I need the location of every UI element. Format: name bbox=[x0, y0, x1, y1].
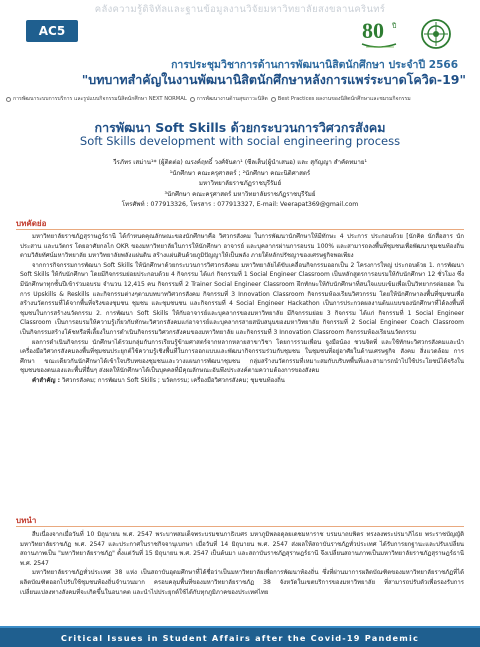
track-radio-icon bbox=[190, 97, 195, 102]
intro-rule bbox=[16, 526, 464, 527]
conference-title: การประชุมวิชาการด้านการพัฒนานิสิตนักศึกษา ประจำปี 2566 bbox=[171, 59, 458, 71]
abstract-heading: บทคัดย่อ bbox=[16, 219, 47, 228]
intro-heading: บทนำ bbox=[16, 516, 37, 525]
track-option-services bbox=[6, 95, 187, 103]
anniv-number: 80 bbox=[362, 18, 384, 43]
anniversary-logo-icon bbox=[362, 18, 397, 47]
abstract-body bbox=[20, 232, 464, 386]
keywords-label: คำสำคัญ : bbox=[32, 376, 61, 384]
intro-paragraph-1: สืบเนื่องจากเมื่อวันที่ 10 มิถุนายน พ.ศ. 2547 พระบาทสมเด็จพระบรมชนกาธิเบศร มหาภูมิพลอดุลยเดชมหาราช บรมนาถบพิตร ทรงลงพระปรมาภิไธย พระราชบัญญัติมหาวิทยาลัยราชภัฏ พ.ศ. 2547 และประกาศในราชกิจจานุเบกษา เมื่อวันที่ 14 มิถุนายน พ.ศ. 2547 ส่งผลให้สถาบันราชภัฏทั่วประเทศ ได้รับการยกฐานะและปรับเปลี่ยนสถานภาพเป็น "มหาวิทยาลัยราชภัฏ" ตั้งแต่วันที่ 15 มิถุนายน พ.ศ. 2547 เป็นต้นมา และสถาบันราชภัฏสุราษฎร์ธานี จึงเปลี่ยนสถานภาพเป็นมหาวิทยาลัยราชภัฏสุราษฎร์ธานี พ.ศ. 2547 bbox=[20, 531, 464, 567]
track-label: การพัฒนาระบบการบริการ และรูปแบบกิจกรรมนิสิตนักศึกษา NEXT NORMAL bbox=[13, 96, 187, 102]
affiliation-1: ¹นักศึกษา คณะครุศาสตร์ ; ²นักศึกษา คณะนิติศาสตร์ bbox=[169, 169, 311, 177]
conference-logos bbox=[356, 14, 466, 56]
footer-banner: Critical Issues in Student Affairs after the Covid-19 Pandemic bbox=[0, 628, 480, 647]
author-block bbox=[0, 158, 480, 211]
track-options bbox=[6, 95, 476, 103]
paper-title-thai: การพัฒนา Soft Skills ด้วยกระบวนการวิศวกรสังคม bbox=[94, 120, 386, 135]
track-option-health bbox=[190, 95, 268, 103]
anniv-label: ปี bbox=[392, 22, 397, 30]
keywords-text: วิศวกรสังคม; การพัฒนา Soft Skills ; นวัตกรรม; เครื่องมือวิศวกรสังคม; ชุมชนท้องถิ่น bbox=[61, 376, 285, 384]
intro-paragraph-2: มหาวิทยาลัยราชภัฏทั่วประเทศ 38 แห่ง เป็นสถาบันอุดมศึกษาที่ได้ชื่อว่าเป็นมหาวิทยาลัยเพื่อการพัฒนาท้องถิ่น ซึ่งที่ผ่านมาการผลิตบัณฑิตของมหาวิทยาลัยราชภัฏที่ได้ผลิตบัณฑิตออกไปรับใช้ชุมชนท้องถิ่นจำนวนมาก ครอบคลุมพื้นที่ของมหาวิทยาลัยราชภัฏ 38 จังหวัดในเขตบริการของมหาวิทยาลัย ที่สามารถปรับตัวเพื่อรองรับการเปลี่ยนแปลงทางสังคมที่จะเกิดขึ้นในอนาคต และนำไปประยุกต์ใช้ได้กับทุกภูมิภาคของประเทศไทย bbox=[20, 569, 464, 596]
abstract-paragraph-1: มหาวิทยาลัยราชภัฏสุราษฎร์ธานี ได้กำหนดคุณลักษณะของนักศึกษาคือ วิศวกรสังคม ในการพัฒนานักศึกษาให้มีทักษะ 4 ประการ ประกอบด้วย [นักคิด นักสื่อสาร นักประสาน และนวัตกร โดยอาศัยกลไก OKR ของมหาวิทยาลัยในการให้นักศึกษา อาจารย์ และบุคลากรผ่านการอบรม 100% และสามารถลงพื้นที่ชุมชนเพื่อพัฒนาชุมชนท้องถิ่นตามวิสัยทัศน์มหาวิทยาลัย มหาวิทยาลัยพลังแผ่นดิน สร้างแผ่นดินด้วยภูมิปัญญาให้เป็นพลัง ภายใต้หลักปรัชญาของเศรษฐกิจพอเพียง bbox=[20, 233, 464, 260]
keywords-line bbox=[20, 376, 464, 386]
abstract-rule bbox=[16, 229, 464, 230]
association-logo-icon bbox=[422, 20, 450, 48]
intro-body bbox=[20, 530, 464, 597]
paper-title-english: Soft Skills development with social engineering process bbox=[79, 134, 401, 148]
conference-theme: "บทบาทสำคัญในงานพัฒนานิสิตนักศึกษาหลังการแพร่ระบาดโควิด-19" bbox=[81, 72, 466, 87]
affiliation-2: มหาวิทยาลัยราชภัฏราชบุรีรัมย์ bbox=[198, 180, 282, 187]
watermark-text: คลังความรู้ดิจิทัลและฐานข้อมูลงานวิจัยมหาวิทยาลัยสงขลานครินทร์ bbox=[94, 4, 386, 15]
track-radio-icon bbox=[271, 97, 276, 102]
track-option-best-practices bbox=[271, 95, 411, 103]
track-label: Best Practices ผลงานของนิสิตนักศึกษาและชมรมกิจกรรม bbox=[277, 96, 411, 102]
track-label: การพัฒนางานด้านสุขภาวะนิสิต bbox=[196, 96, 268, 102]
abstract-paragraph-3: ผลการดำเนินกิจกรรม นักศึกษาได้รวมกลุ่มกันการเรียนรู้ข้ามศาสตร์จากหลากหลายสาขาวิชา โดยการรวมเพื่อน จูงมือน้อง ชวนจิตพี่ และใช้ทักษะวิศวกรสังคมและนำเครื่องมือวิศวกรสังคมลงพื้นที่ชุมชนประยุกต์ใช้ความรู้เชิงพื้นที่ในการออกแบบและพัฒนากิจกรรมร่วมกับชุมชน ในชุมชนที่อยู่อาศัยในด้านเศรษฐกิจ สังคม สิ่งแวดล้อม การศึกษา ขณะเดียวกันนักศึกษาได้เข้าใจบริบทของชุมชนและวางแผนการพัฒนาชุมชน กลุ่มสร้างนวัตกรรมที่เหมาะสมกับบริบทพื้นที่และสามารถนำไปใช้ประโยชน์ได้จริงในชุมชนของตนเองและพื้นที่อื่นๆ ส่งผลให้นักศึกษาได้เป็นบุคคลที่มีคุณลักษณะอันพึงประสงค์ตามความต้องการของสังคม bbox=[20, 338, 464, 375]
track-radio-icon bbox=[6, 97, 11, 102]
abstract-paragraph-2: จากการกิจกรรมการพัฒนา Soft Skills ให้นักศึกษาด้วยกระบวนการวิศวกรสังคม มหาวิทยาลัยได้ขับเคลื่อนกิจกรรมออกเป็น 2 โครงการใหญ่ ประกอบด้วย 1. การพัฒนา Soft Skills ให้กับนักศึกษา โดยมีกิจกรรมย่อยประกอบด้วย 4 กิจกรรม ได้แก่ กิจกรรมที่ 1 Social Engineer Classroom เป็นหลักสูตรการอบรมให้กับนักศึกษา 12 ชั่วโมง ซึ่งมีนักศึกษาทุกชั้นปีเข้าร่วมอบรม จำนวน 12,415 คน กิจกรรมที่ 2 Trainer Social Engineer Classroom ฝึกทักษะให้กับนักศึกษาที่สนใจแบบเข้มเพื่อเป็นวิทยากรต่อยอด ในการ Upskills & Reskills และกิจกรรมต่างๆตามบทบาทวิศวกรสังคม กิจกรรมที่ 3 Innovation Classroom กิจกรรมห้องเรียนวิศวกรรม โดยให้นักศึกษาลงพื้นที่ชุมชนเพื่อสร้างนวัตกรรมที่ได้จากพื้นที่จริงของชุมชน ชุมชน และชุมชนชน และกิจกรรมที่ 4 Social Engineer Hackathon เป็นการประกวดผลงานต้นแบบของนักศึกษาที่ได้ลงพื้นที่ชุมชนในการสร้างนวัตกรรม 2. การพัฒนา Soft Skills ให้กับอาจารย์และบุคลากรของมหาวิทยาลัย มีกิจกรรมย่อย 3 กิจกรรม ได้แก่ กิจกรรมที่ 1 Social Engineer Classroom เป็นการอบรมให้ความรู้เกี่ยวกับทักษะวิศวกรสังคมแก่อาจารย์และบุคลากรสายสนับสนุนของมหาวิทยาลัย กิจกรรมที่ 2 Social Engineer Coach Classroom เป็นกิจกรรมสร้างโค้ชหรือพี่เลี้ยงในการดำเนินกิจกรรมวิศวกรสังคมของมหาวิทยาลัย และกิจกรรมที่ 3 Innovation Classroom กิจกรรมห้องเรียนนวัตกรรม bbox=[20, 261, 464, 336]
session-badge: AC5 bbox=[26, 20, 78, 42]
affiliation-3: ³นักศึกษา คณะครุศาสตร์ มหาวิทยาลัยราชภัฏราชบุรีรัมย์ bbox=[164, 190, 316, 198]
contact-info: โทรศัพท์ : 077913326, โทรสาร : 077913327, E-mail: Veerapat369@gmail.com bbox=[121, 201, 359, 208]
author-names: วีรภัทร เสม่าน¹* (ผู้ติดต่อ) ณรงค์ฤทธิ์ วงศ์จันดา¹ (ซีลเส็น(ผู้นำเสนอ) และ สุกัญญา สำคัดทมาย¹ bbox=[113, 159, 367, 166]
